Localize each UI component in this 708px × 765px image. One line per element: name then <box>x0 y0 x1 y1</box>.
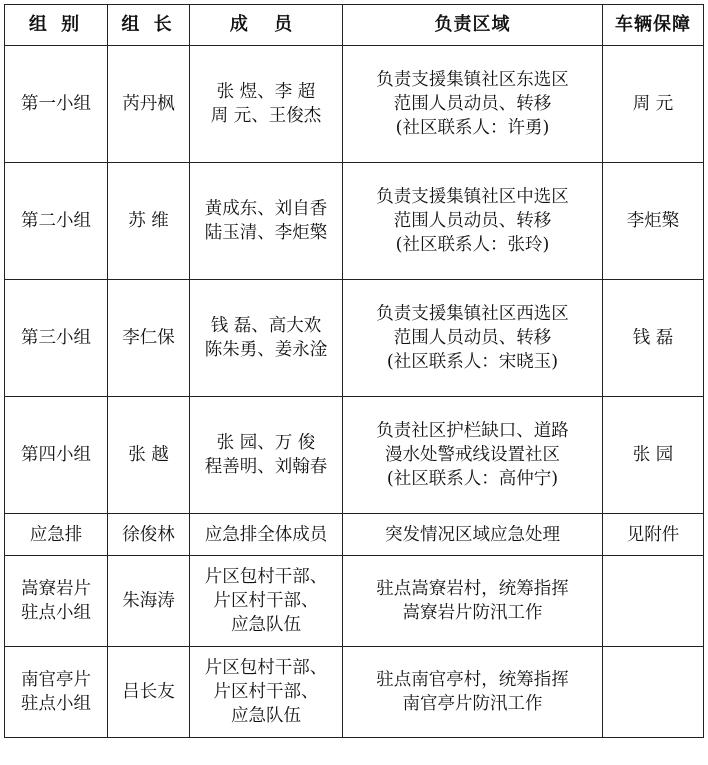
area-line: (社区联系人：高仲宁) <box>386 469 559 489</box>
table-row <box>5 397 704 514</box>
area-line: 范围人员动员、转移 <box>393 211 552 231</box>
members-cell <box>190 46 343 163</box>
area-line: (社区联系人：宋晓玉) <box>386 352 559 372</box>
members-cell <box>190 163 343 280</box>
area-line: 嵩寮岩片防汛工作 <box>402 603 543 623</box>
members-cell <box>190 514 343 556</box>
area-line: 范围人员动员、转移 <box>393 94 552 114</box>
group-cell: 第二小组 <box>5 163 108 280</box>
header-area: 负责区域 <box>343 5 603 46</box>
leader-cell: 苏 维 <box>108 163 190 280</box>
member-line: 应急队伍 <box>231 615 301 635</box>
area-line: 负责支援集镇社区东选区 <box>376 70 569 90</box>
table-row <box>5 556 704 647</box>
area-line: 驻点嵩寮岩村，统筹指挥 <box>376 579 569 599</box>
member-line: 片区包村干部、 <box>204 567 328 587</box>
member-line: 陆玉清、李炬檠 <box>204 223 328 243</box>
area-line: 驻点南官亭村，统筹指挥 <box>376 670 569 690</box>
header-vehicle: 车辆保障 <box>603 5 704 46</box>
member-line: 黄成东、刘自香 <box>204 199 328 219</box>
members-cell <box>190 397 343 514</box>
group-line: 嵩寮岩片 <box>21 579 91 599</box>
member-line: 张 园、万 俊 <box>216 433 316 453</box>
table-row <box>5 46 704 163</box>
group-cell <box>5 556 108 647</box>
vehicle-cell <box>603 647 704 738</box>
member-line: 片区包村干部、 <box>204 658 328 678</box>
member-line: 陈朱勇、姜永淦 <box>204 340 328 360</box>
area-line: 范围人员动员、转移 <box>393 328 552 348</box>
leader-cell: 李仁保 <box>108 280 190 397</box>
leader-cell: 芮丹枫 <box>108 46 190 163</box>
table-row <box>5 647 704 738</box>
area-line: 负责社区护栏缺口、道路 <box>376 421 569 441</box>
table-row <box>5 163 704 280</box>
group-cell <box>5 647 108 738</box>
area-line: 突发情况区域应急处理 <box>385 524 560 545</box>
table-row <box>5 280 704 397</box>
vehicle-cell: 周 元 <box>603 46 704 163</box>
group-line: 南官亭片 <box>21 670 91 690</box>
member-line: 片区村干部、 <box>213 682 319 702</box>
vehicle-cell <box>603 556 704 647</box>
member-line: 应急排全体成员 <box>204 524 328 545</box>
table-row <box>5 514 704 556</box>
area-cell <box>343 163 603 280</box>
members-cell <box>190 280 343 397</box>
area-line: 负责支援集镇社区西选区 <box>376 304 569 324</box>
header-leader: 组 长 <box>108 5 190 46</box>
member-line: 张 煜、李 超 <box>216 82 316 102</box>
vehicle-cell: 钱 磊 <box>603 280 704 397</box>
leader-cell: 徐俊林 <box>108 514 190 556</box>
area-cell <box>343 46 603 163</box>
leader-cell: 张 越 <box>108 397 190 514</box>
member-line: 片区村干部、 <box>213 591 319 611</box>
group-cell: 应急排 <box>5 514 108 556</box>
leader-cell: 朱海涛 <box>108 556 190 647</box>
area-line: (社区联系人：许勇) <box>395 118 550 138</box>
duty-assignment-table <box>4 4 704 738</box>
area-cell <box>343 397 603 514</box>
group-cell: 第一小组 <box>5 46 108 163</box>
area-cell <box>343 514 603 556</box>
members-cell <box>190 647 343 738</box>
member-line: 应急队伍 <box>231 706 301 726</box>
member-line: 程善明、刘翰春 <box>204 457 328 477</box>
area-cell <box>343 280 603 397</box>
area-line: 负责支援集镇社区中选区 <box>376 187 569 207</box>
group-line: 驻点小组 <box>21 694 91 714</box>
area-line: 漫水处警戒线设置社区 <box>385 445 560 465</box>
group-cell: 第三小组 <box>5 280 108 397</box>
member-line: 钱 磊、高大欢 <box>210 316 322 336</box>
area-line: 南官亭片防汛工作 <box>402 694 543 714</box>
members-cell <box>190 556 343 647</box>
area-cell <box>343 556 603 647</box>
header-group: 组 别 <box>5 5 108 46</box>
leader-cell: 吕长友 <box>108 647 190 738</box>
vehicle-cell: 见附件 <box>603 514 704 556</box>
area-line: (社区联系人：张玲) <box>395 235 550 255</box>
group-line: 驻点小组 <box>21 603 91 623</box>
header-members: 成 员 <box>190 5 343 46</box>
header-row <box>5 5 704 46</box>
vehicle-cell: 张 园 <box>603 397 704 514</box>
group-cell: 第四小组 <box>5 397 108 514</box>
member-line: 周 元、王俊杰 <box>210 106 322 126</box>
area-cell <box>343 647 603 738</box>
vehicle-cell: 李炬檠 <box>603 163 704 280</box>
